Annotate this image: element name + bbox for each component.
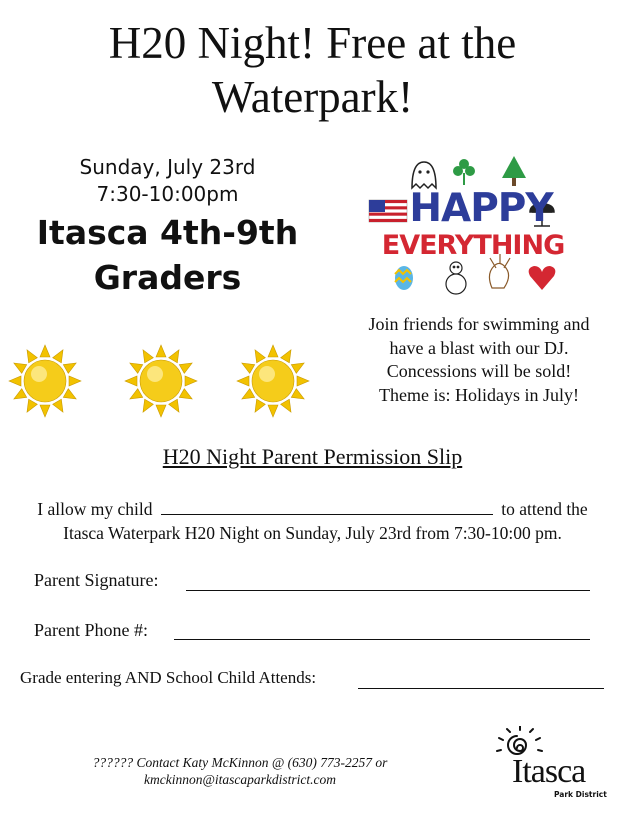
parent-phone-blank[interactable] [174, 638, 590, 640]
event-date-time [40, 154, 295, 208]
org-name: Itasca [512, 753, 586, 790]
event-time: 7:30-10:00pm [96, 182, 239, 206]
permission-line-1 [10, 497, 615, 521]
parent-signature-label: Parent Signature: [34, 570, 159, 590]
audience-line-1: Itasca 4th-9th [36, 213, 299, 252]
allow-suffix: to attend the [501, 499, 588, 519]
parent-phone-label: Parent Phone #: [34, 620, 148, 640]
snowman-icon [446, 262, 466, 294]
event-date: Sunday, July 23rd [79, 155, 256, 179]
easter-egg-icon [395, 266, 413, 290]
event-audience [20, 210, 315, 300]
event-description [338, 313, 620, 407]
sun-icon [124, 344, 198, 418]
grade-school-blank[interactable] [358, 687, 604, 689]
child-name-blank[interactable] [161, 498, 493, 515]
tree-icon [502, 156, 526, 186]
sun-icon [236, 344, 310, 418]
american-flag-icon [369, 200, 407, 222]
title-line-1: H20 Night! Free at the [108, 18, 517, 68]
permission-slip-title-text: H20 Night Parent Permission Slip [162, 444, 463, 469]
description-line: have a blast with our DJ. [389, 337, 569, 358]
sun-icon [8, 344, 82, 418]
description-line: Concessions will be sold! [386, 361, 572, 381]
parent-signature-blank[interactable] [186, 589, 590, 591]
logo-word-everything: EVERYTHING [381, 230, 565, 261]
permission-statement [10, 497, 615, 545]
org-subtitle: Park District [554, 790, 607, 799]
contact-email: kmckinnon@itascaparkdistrict.com [143, 772, 336, 787]
ghost-icon [412, 162, 436, 188]
permission-slip-title [0, 443, 625, 471]
title-line-2: Waterpark! [211, 72, 414, 122]
allow-prefix: I allow my child [37, 499, 153, 519]
grade-school-label: Grade entering AND School Child Attends: [20, 668, 317, 687]
permission-line-2: Itasca Waterpark H20 Night on Sunday, July 23rd from 7:30-10:00 pm. [63, 523, 562, 543]
contact-line-1: ?????? Contact Katy McKinnon @ (630) 773-2257 or [92, 755, 388, 770]
logo-word-happy: HAPPY [409, 186, 553, 231]
description-line: Theme is: Holidays in July! [379, 384, 579, 405]
contact-info [40, 754, 440, 788]
description-line: Join friends for swimming and [368, 314, 590, 334]
flyer-title [0, 16, 625, 124]
shamrock-icon [453, 159, 475, 185]
heart-icon [529, 266, 556, 290]
audience-line-2: Graders [93, 258, 242, 297]
